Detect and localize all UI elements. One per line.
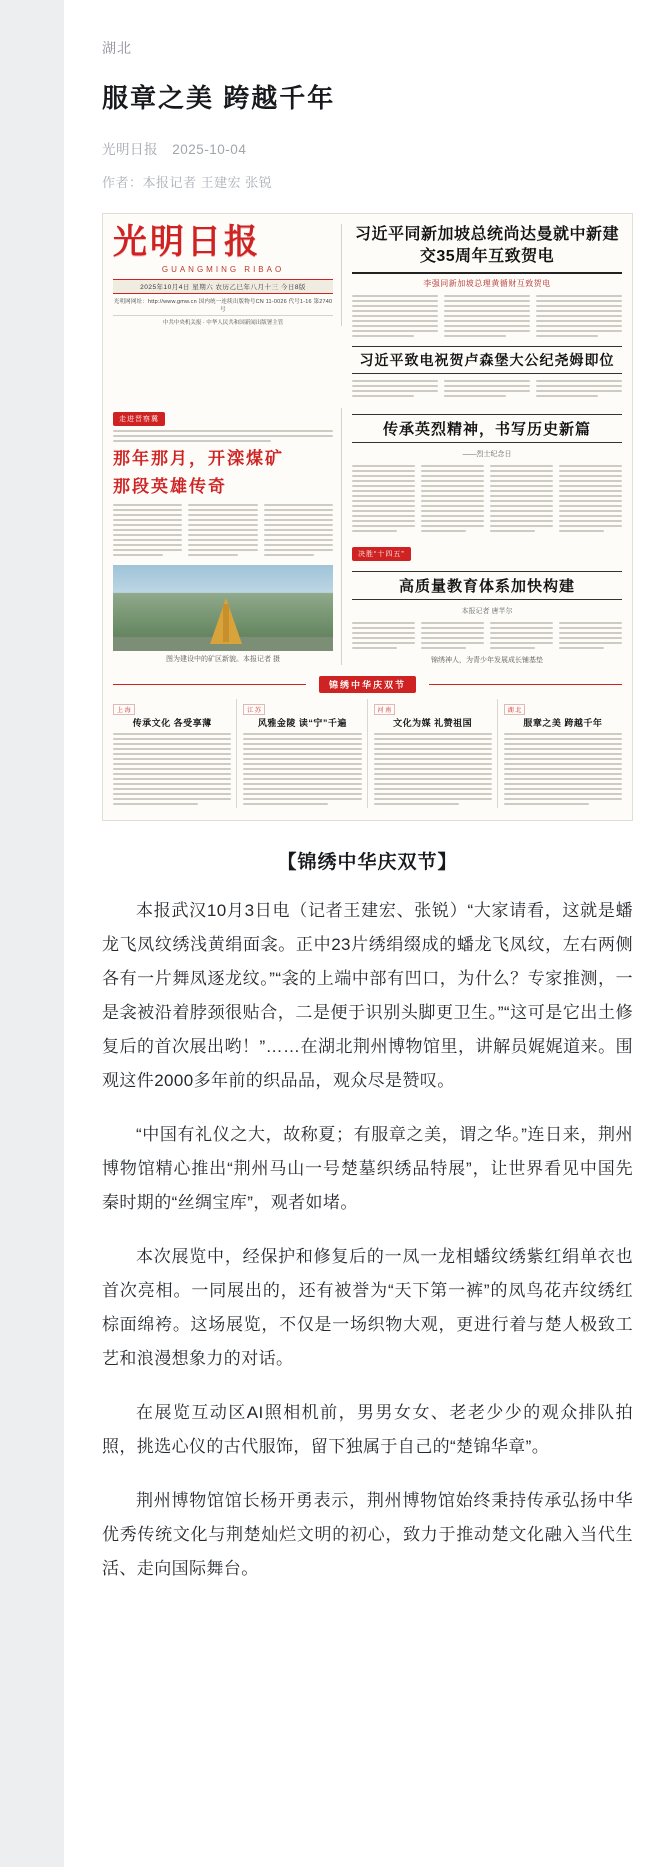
text-line <box>374 758 492 760</box>
article-date: 2025-10-04 <box>172 142 247 158</box>
text-line <box>243 758 361 760</box>
feature-columns <box>113 504 333 559</box>
text-line <box>352 637 415 639</box>
text-line <box>559 632 622 634</box>
text-line <box>188 549 257 551</box>
article-paragraph-2: “中国有礼仪之大，故称夏；有服章之美，谓之华。”连日来，荆州博物馆精心推出“荆州马山一号楚墓织绣品特展”，让世界看见中国先秦时期的“丝绸宝库”，观者如堵。 <box>102 1125 633 1213</box>
text-line <box>113 544 182 546</box>
text-line <box>264 539 333 541</box>
series-label: 【锦绣中华庆双节】 <box>277 852 458 874</box>
text-line <box>504 788 622 790</box>
right-feature-column <box>352 408 622 665</box>
text-line <box>113 514 182 516</box>
lead-headline: 习近平同新加坡总统尚达曼就中新建交35周年互致贺电 <box>352 224 622 273</box>
text-line <box>243 748 361 750</box>
text-line <box>504 768 622 770</box>
text-line <box>444 385 530 387</box>
text-line <box>536 325 622 327</box>
text-line <box>243 778 361 780</box>
article-paragraph-5: 荆州博物馆馆长杨开勇表示，荆州博物馆始终秉持传承弘扬中华优秀传统文化与荆楚灿烂文明的初心，致力于推动楚文化融入当代生活、走向国际舞台。 <box>102 1491 633 1579</box>
text-line <box>243 798 361 800</box>
text-line <box>559 490 622 492</box>
text-line <box>352 520 415 522</box>
text-line <box>504 738 622 740</box>
text-line <box>504 748 622 750</box>
article-paragraph-1: 本报武汉10月3日电（记者王建宏、张锐）“大家请看，这就是蟠龙飞凤纹绣浅黄绢面衾。正中23片绣绢缀成的蟠龙飞凤纹，左右两侧各有一片舞凤逐龙纹。”“衾的上端中部有凹口，为什么？专家推测，一是衾被沿着脖颈很贴合，二是便于识别头脚更卫生。”“这可是它出土修复后的首次展出哟！”……在湖北荆州博物馆里，讲解员娓娓道来。围观这件2000多年前的织品品，观众尽是赞叹。 <box>102 901 633 1091</box>
text-line <box>504 758 622 760</box>
text-line <box>421 520 484 522</box>
text-line <box>113 733 231 735</box>
feature-column <box>264 504 333 559</box>
text-line <box>243 733 361 735</box>
text-line <box>113 738 231 740</box>
text-line <box>444 330 530 332</box>
text-line <box>559 495 622 497</box>
text-line <box>444 380 530 382</box>
bottom-features-row <box>113 699 622 809</box>
lead-column <box>352 295 438 340</box>
text-line <box>243 753 361 755</box>
text-line <box>490 627 553 629</box>
text-line <box>559 485 622 487</box>
text-line <box>113 753 231 755</box>
text-line <box>504 793 622 795</box>
text-line <box>188 539 257 541</box>
feature-column <box>113 504 182 559</box>
text-line <box>490 490 553 492</box>
text-line <box>504 763 622 765</box>
education-column <box>352 622 415 652</box>
text-line <box>352 295 438 297</box>
bottom-feature-tag: 江 苏 <box>243 704 265 715</box>
text-line <box>352 465 415 467</box>
memorial-column <box>559 465 622 535</box>
text-line <box>421 495 484 497</box>
text-line <box>113 768 231 770</box>
text-line <box>113 758 231 760</box>
text-line <box>559 475 622 477</box>
text-line <box>374 743 492 745</box>
text-line <box>188 524 257 526</box>
text-line <box>504 743 622 745</box>
text-line <box>536 330 622 332</box>
text-line <box>536 390 622 392</box>
text-line <box>352 510 415 512</box>
article-kicker: 湖北 <box>102 40 132 56</box>
lead-subheadline: 李强同新加坡总理黄循财互致贺电 <box>423 278 551 288</box>
text-line <box>559 647 604 649</box>
text-line <box>113 773 231 775</box>
text-line <box>352 647 397 649</box>
text-line <box>559 470 622 472</box>
lead-columns <box>352 295 622 340</box>
text-line <box>490 485 553 487</box>
text-line <box>352 330 438 332</box>
education-headline: 高质量教育体系加快构建 <box>352 571 622 600</box>
bottom-feature-jiangsu <box>243 699 367 809</box>
text-line <box>559 622 622 624</box>
text-line <box>352 380 438 382</box>
secondary-headline: 习近平致电祝贺卢森堡大公纪尧姆即位 <box>352 346 622 374</box>
text-line <box>504 783 622 785</box>
text-line <box>536 305 622 307</box>
text-line <box>504 803 589 805</box>
text-line <box>243 763 361 765</box>
text-line <box>113 509 182 511</box>
article-source: 光明日报 <box>102 142 158 158</box>
text-line <box>113 524 182 526</box>
text-line <box>504 733 622 735</box>
text-line <box>490 622 553 624</box>
text-line <box>444 300 530 302</box>
text-line <box>536 320 622 322</box>
memorial-headline: 传承英烈精神，书写历史新篇 <box>352 414 622 443</box>
text-line <box>374 738 492 740</box>
text-line <box>352 310 438 312</box>
text-line <box>559 510 622 512</box>
text-line <box>559 637 622 639</box>
text-line <box>352 490 415 492</box>
middle-row <box>113 408 622 665</box>
text-line <box>188 519 257 521</box>
text-line <box>243 738 361 740</box>
feature-column <box>188 504 257 559</box>
text-line <box>352 480 415 482</box>
text-line <box>188 509 257 511</box>
text-line <box>559 642 622 644</box>
text-line <box>352 500 415 502</box>
text-line <box>243 768 361 770</box>
text-line <box>504 773 622 775</box>
bottom-feature-tag: 河 南 <box>374 704 396 715</box>
text-line <box>264 514 333 516</box>
text-line <box>352 642 415 644</box>
text-line <box>113 534 182 536</box>
text-line <box>536 300 622 302</box>
text-line <box>490 480 553 482</box>
article-byline: 作者：本报记者 王建宏 张锐 <box>102 175 273 191</box>
article-paragraph-3: 本次展览中，经保护和修复后的一凤一龙相蟠纹绣紫红绢单衣也首次亮相。一同展出的，还有被誉为“天下第一裤”的凤鸟花卉纹绣红棕面绵袴。这场展览，不仅是一场织物大观，更进行着与楚人极致工艺和浪漫想象力的对话。 <box>102 1247 633 1369</box>
text-line <box>113 763 231 765</box>
text-line <box>188 504 257 506</box>
text-line <box>490 505 553 507</box>
text-line <box>113 430 333 432</box>
text-line <box>352 515 415 517</box>
text-line <box>243 793 361 795</box>
text-line <box>444 320 530 322</box>
memorial-column <box>490 465 553 535</box>
text-line <box>352 485 415 487</box>
text-line <box>374 768 492 770</box>
education-subhead: 本报记者 唐芊尔 <box>461 607 513 615</box>
text-line <box>421 647 466 649</box>
text-line <box>536 295 622 297</box>
text-line <box>490 495 553 497</box>
bottom-feature-henan <box>374 699 498 809</box>
text-line <box>113 435 333 437</box>
lead-column <box>536 295 622 340</box>
bottom-feature-hubei <box>504 699 622 809</box>
text-line <box>444 315 530 317</box>
text-line <box>444 390 530 392</box>
bottom-feature-title: 传承文化 各受享薄 <box>132 717 212 728</box>
text-line <box>352 525 415 527</box>
text-line <box>374 733 492 735</box>
text-line <box>444 305 530 307</box>
text-line <box>113 803 198 805</box>
photo2-caption: 锦绣神人，为青少年发展成长铺基垫 <box>431 656 544 664</box>
text-line <box>421 622 484 624</box>
text-line <box>113 748 231 750</box>
text-line <box>421 505 484 507</box>
bottom-feature-tag: 上 海 <box>113 704 135 715</box>
text-line <box>113 793 231 795</box>
memorial-column <box>421 465 484 535</box>
lead-column <box>444 295 530 340</box>
text-line <box>374 793 492 795</box>
text-line <box>188 514 257 516</box>
text-line <box>374 803 459 805</box>
text-line <box>374 748 492 750</box>
text-line <box>559 520 622 522</box>
text-line <box>113 529 182 531</box>
text-line <box>559 465 622 467</box>
text-line <box>264 529 333 531</box>
lead-story <box>352 224 622 399</box>
text-line <box>113 783 231 785</box>
newspaper-front-page-image[interactable] <box>102 213 633 821</box>
text-line <box>113 743 231 745</box>
text-line <box>374 788 492 790</box>
text-line <box>490 637 553 639</box>
text-line <box>421 627 484 629</box>
text-line <box>374 763 492 765</box>
text-line <box>113 788 231 790</box>
text-line <box>536 385 622 387</box>
text-line <box>352 300 438 302</box>
text-line <box>490 525 553 527</box>
article-sheet <box>64 0 671 1867</box>
memorial-subhead: ——烈士纪念日 <box>462 450 512 458</box>
text-line <box>243 783 361 785</box>
secondary-column <box>444 380 530 400</box>
feature-title-text-1: 那年那月，开滦煤矿 <box>113 448 284 468</box>
page-title: 服章之美 跨越千年 <box>102 83 336 113</box>
masthead-subline: 中共中央机关报 · 中华人民共和国新闻出版署主管 <box>113 315 333 326</box>
text-line <box>444 335 506 337</box>
text-line <box>352 495 415 497</box>
text-line <box>536 310 622 312</box>
text-line <box>113 549 182 551</box>
ribbon-banner <box>113 675 622 693</box>
text-line <box>374 753 492 755</box>
feature-title-line1 <box>113 448 333 470</box>
bottom-feature-title: 文化为媒 礼赞祖国 <box>393 717 473 728</box>
text-line <box>352 395 414 397</box>
text-line <box>421 637 484 639</box>
photo-derrick-mast <box>223 604 229 642</box>
text-line <box>188 529 257 531</box>
text-line <box>352 305 438 307</box>
text-line <box>113 798 231 800</box>
text-line <box>504 778 622 780</box>
text-line <box>264 554 314 556</box>
text-line <box>188 554 238 556</box>
article-meta <box>102 138 633 158</box>
photo-caption: 图为建设中的矿区新貌。本报记者 摄 <box>166 655 280 663</box>
text-line <box>352 320 438 322</box>
masthead <box>113 224 342 325</box>
text-line <box>352 530 397 532</box>
text-line <box>374 778 492 780</box>
text-line <box>490 500 553 502</box>
text-line <box>490 510 553 512</box>
education-columns <box>352 622 622 652</box>
text-line <box>113 554 163 556</box>
text-line <box>490 530 535 532</box>
bottom-feature-title: 服章之美 跨越千年 <box>523 717 603 728</box>
text-line <box>188 544 257 546</box>
text-line <box>504 798 622 800</box>
text-line <box>352 390 438 392</box>
text-line <box>421 510 484 512</box>
text-line <box>421 642 484 644</box>
text-line <box>559 530 604 532</box>
text-line <box>264 504 333 506</box>
text-line <box>559 480 622 482</box>
text-line <box>352 385 438 387</box>
text-line <box>113 539 182 541</box>
memorial-columns <box>352 465 622 535</box>
text-line <box>264 509 333 511</box>
text-line <box>490 515 553 517</box>
memorial-column <box>352 465 415 535</box>
text-line <box>374 783 492 785</box>
text-line <box>264 549 333 551</box>
text-line <box>352 475 415 477</box>
text-line <box>536 380 622 382</box>
text-line <box>243 803 328 805</box>
text-line <box>374 773 492 775</box>
text-line <box>421 475 484 477</box>
text-line <box>113 440 271 442</box>
masthead-title: 光明日报 <box>113 224 261 262</box>
text-line <box>490 475 553 477</box>
text-line <box>352 325 438 327</box>
bottom-feature-shanghai <box>113 699 237 809</box>
text-line <box>421 515 484 517</box>
decade-badge: 决胜“十四五” <box>352 547 411 561</box>
text-line <box>421 490 484 492</box>
feature-title-text-2: 那段英雄传奇 <box>113 476 227 496</box>
text-line <box>421 485 484 487</box>
secondary-column <box>352 380 438 400</box>
text-line <box>352 632 415 634</box>
text-line <box>421 632 484 634</box>
text-line <box>421 480 484 482</box>
bottom-feature-tag: 湖 北 <box>504 704 526 715</box>
text-line <box>559 505 622 507</box>
text-line <box>264 534 333 536</box>
text-line <box>536 395 598 397</box>
text-line <box>113 504 182 506</box>
text-line <box>113 778 231 780</box>
text-line <box>352 335 414 337</box>
text-line <box>559 515 622 517</box>
text-line <box>490 470 553 472</box>
masthead-date: 2025年10月4日 星期六 农历乙巳年八月十三 今日8版 <box>113 279 333 294</box>
text-line <box>421 465 484 467</box>
text-line <box>352 505 415 507</box>
text-line <box>113 519 182 521</box>
masthead-row <box>113 224 622 399</box>
text-line <box>490 632 553 634</box>
article-paragraph-4: 在展览互动区AI照相机前，男男女女、老老少少的观众排队拍照，挑选心仪的古代服饰，留下独属于自己的“楚锦华章”。 <box>102 1403 633 1457</box>
text-line <box>352 315 438 317</box>
text-line <box>444 325 530 327</box>
text-line <box>374 798 492 800</box>
text-line <box>421 530 466 532</box>
text-line <box>444 295 530 297</box>
text-line <box>559 525 622 527</box>
text-line <box>264 544 333 546</box>
article-body <box>102 894 633 1586</box>
text-line <box>490 642 553 644</box>
masthead-pinyin: GUANGMING RIBAO <box>161 264 285 274</box>
feature-title-line2 <box>113 476 333 498</box>
text-line <box>352 470 415 472</box>
text-line <box>264 524 333 526</box>
bottom-feature-title: 风雅金陵 读“宁”千遍 <box>257 717 347 728</box>
text-line <box>504 753 622 755</box>
left-feature-column <box>113 408 342 665</box>
text-line <box>243 788 361 790</box>
text-line <box>490 647 535 649</box>
mine-photo <box>113 565 333 651</box>
text-line <box>559 627 622 629</box>
text-line <box>490 520 553 522</box>
education-column <box>490 622 553 652</box>
text-line <box>352 622 415 624</box>
secondary-column <box>536 380 622 400</box>
text-line <box>264 519 333 521</box>
text-line <box>188 534 257 536</box>
series-badge: 走进晋察冀 <box>113 412 165 426</box>
text-line <box>559 500 622 502</box>
text-line <box>536 335 598 337</box>
text-line <box>352 627 415 629</box>
text-line <box>243 773 361 775</box>
text-line <box>490 465 553 467</box>
education-column <box>421 622 484 652</box>
text-line <box>243 743 361 745</box>
ribbon-label: 锦绣中华庆双节 <box>319 676 416 693</box>
text-line <box>444 310 530 312</box>
text-line <box>421 500 484 502</box>
text-line <box>421 525 484 527</box>
text-line <box>536 315 622 317</box>
education-column <box>559 622 622 652</box>
text-line <box>444 395 506 397</box>
secondary-columns <box>352 380 622 400</box>
text-line <box>421 470 484 472</box>
masthead-url: 光明网网址：http://www.gmw.cn 国内统一连续出版物号CN 11-0026 代号1-16 第2740号 <box>113 298 333 313</box>
